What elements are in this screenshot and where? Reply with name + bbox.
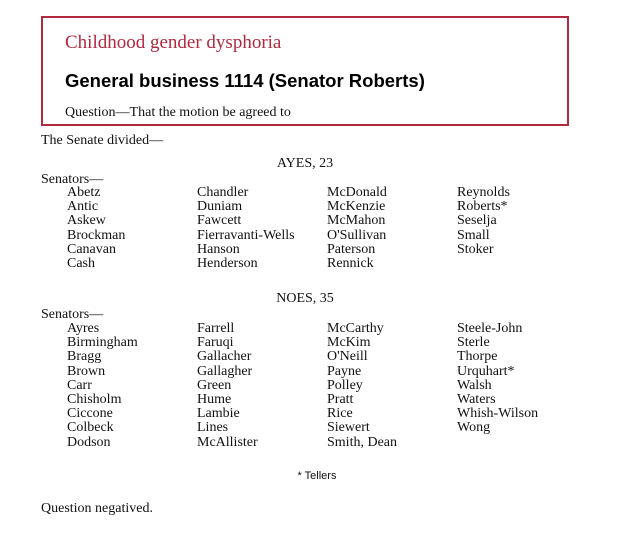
- senator-name: McAllister: [197, 434, 258, 450]
- ayes-heading: AYES, 23: [276, 156, 334, 171]
- senator-name: Faruqi: [197, 335, 234, 351]
- senator-name: Wong: [457, 420, 491, 436]
- senator-name: Lambie: [197, 406, 240, 422]
- noes-column-1: [67, 322, 138, 450]
- motion-header-box: [41, 16, 569, 126]
- senator-name: Urquhart*: [457, 363, 515, 379]
- noes-column-4: [457, 322, 538, 436]
- senator-name: Rennick: [327, 256, 374, 272]
- senator-name: Brockman: [67, 227, 126, 243]
- senator-name: Henderson: [197, 256, 258, 272]
- senator-name: Brown: [67, 363, 106, 379]
- senator-name: Colbeck: [67, 420, 114, 436]
- senator-name: Pratt: [327, 392, 354, 408]
- senator-name: Walsh: [457, 377, 492, 393]
- senator-name: Stoker: [457, 241, 494, 257]
- noes-column-2: [197, 322, 258, 450]
- senator-name: Chisholm: [67, 392, 122, 408]
- senator-name: McDonald: [327, 185, 387, 200]
- senator-name: Cash: [67, 256, 95, 272]
- senator-name: Bragg: [67, 349, 102, 365]
- senator-name: McKim: [327, 335, 371, 351]
- senator-name: McKenzie: [327, 199, 386, 215]
- senator-name: Whish-Wilson: [457, 406, 539, 422]
- senator-name: Waters: [457, 392, 496, 408]
- senator-name: McCarthy: [327, 321, 384, 336]
- ayes-senators-label: Senators—: [41, 172, 104, 187]
- senator-name: Ciccone: [67, 406, 113, 422]
- tellers-note: * Tellers: [297, 470, 337, 482]
- senator-name: Siewert: [327, 420, 370, 436]
- ayes-column-4: [457, 186, 510, 257]
- senator-name: Thorpe: [457, 349, 498, 365]
- senator-name: Gallacher: [197, 349, 252, 365]
- motion-title: Childhood gender dysphoria: [65, 32, 282, 53]
- senator-name: Canavan: [67, 241, 116, 257]
- senator-name: Duniam: [197, 199, 243, 215]
- noes-heading: NOES, 35: [276, 291, 334, 306]
- senator-name: Birmingham: [67, 335, 138, 351]
- senator-name: O'Sullivan: [327, 227, 387, 243]
- senator-name: O'Neill: [327, 349, 368, 365]
- question-text: Question—That the motion be agreed to: [65, 105, 291, 120]
- noes-column-3: [327, 322, 397, 450]
- business-item-title: General business 1114 (Senator Roberts): [65, 70, 425, 91]
- senator-name: Hume: [197, 392, 232, 408]
- division-intro: The Senate divided—: [41, 133, 164, 148]
- senator-name: Hanson: [197, 241, 240, 257]
- ayes-column-2: [197, 186, 295, 271]
- senator-name: Steele-John: [457, 321, 523, 336]
- senator-name: Reynolds: [457, 185, 510, 200]
- senator-name: Farrell: [197, 321, 235, 336]
- senator-name: Sterle: [457, 335, 490, 351]
- senator-name: Green: [197, 377, 232, 393]
- division-result: Question negatived.: [41, 501, 153, 516]
- senator-name: Askew: [67, 213, 106, 229]
- senator-name: Fierravanti-Wells: [197, 227, 295, 243]
- senator-name: Rice: [327, 406, 353, 422]
- senator-name: Carr: [67, 377, 92, 393]
- ayes-column-3: [327, 186, 387, 271]
- senator-name: Paterson: [327, 241, 376, 257]
- senator-name: Polley: [327, 377, 363, 393]
- senator-name: Gallagher: [197, 363, 253, 379]
- senator-name: Ayres: [67, 321, 100, 336]
- senator-name: Seselja: [457, 213, 497, 229]
- senator-name: Roberts*: [457, 199, 508, 215]
- senator-name: Smith, Dean: [327, 434, 397, 450]
- senator-name: Fawcett: [197, 213, 242, 229]
- senator-name: McMahon: [327, 213, 386, 229]
- senator-name: Antic: [67, 199, 99, 215]
- noes-senators-label: Senators—: [41, 307, 104, 322]
- senator-name: Dodson: [67, 434, 111, 450]
- ayes-column-1: [67, 186, 125, 271]
- senator-name: Lines: [197, 420, 229, 436]
- senator-name: Chandler: [197, 185, 249, 200]
- senator-name: Abetz: [67, 185, 101, 200]
- senator-name: Small: [457, 227, 490, 243]
- senator-name: Payne: [327, 363, 362, 379]
